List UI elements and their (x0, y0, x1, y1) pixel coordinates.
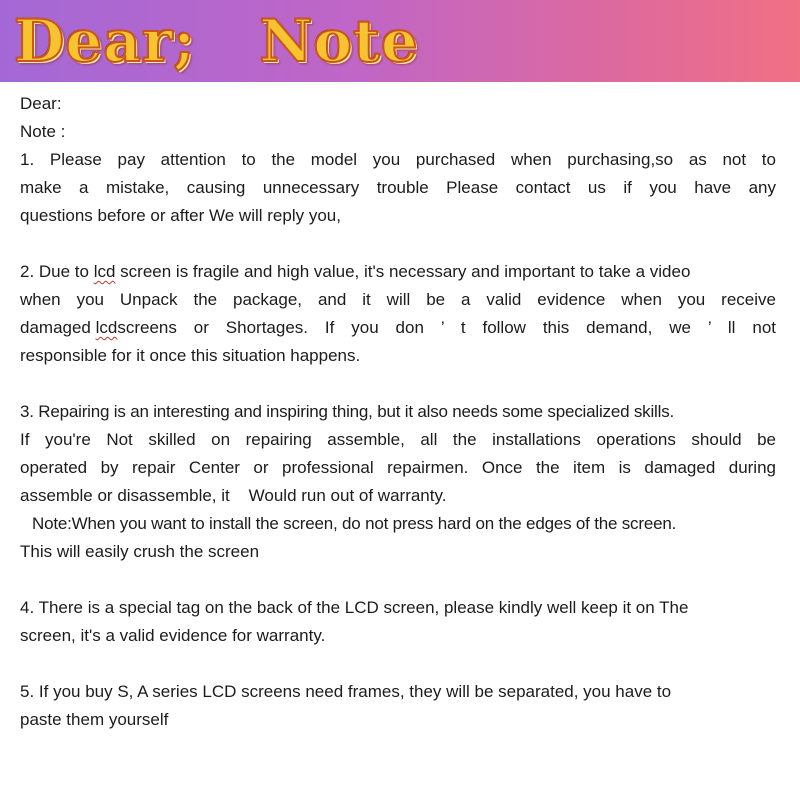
paragraph-line: assemble or disassemble, it Would run out of warranty. (20, 486, 447, 505)
paragraph-line (20, 314, 776, 342)
note-label: Note : (20, 122, 66, 141)
paragraph-spacer (20, 230, 776, 258)
paragraph-line: responsible for it once this situation happens. (20, 346, 361, 365)
paragraph-line: If you're Not skilled on repairing assemble, all the installations operations should be (20, 430, 776, 449)
paragraph-spacer (20, 650, 776, 678)
paragraph-line: operated by repair Center or professional repairmen. Once the item is damaged during (20, 458, 776, 477)
paragraph-line: 4. There is a special tag on the back of the LCD screen, please kindly well keep it on The (20, 598, 689, 617)
paragraph-line: 5. If you buy S, A series LCD screens need frames, they will be separated, you have to (20, 682, 672, 701)
text-run: screens or Shortages. If you don ’ t follow this demand, we ’ ll not (117, 318, 776, 337)
paragraph-line: 3. Repairing is an interesting and inspiring thing, but it also needs some specialized skills. (20, 402, 675, 421)
paragraph-spacer (20, 370, 776, 398)
paragraph-1 (20, 146, 776, 230)
paragraph-2 (20, 258, 776, 370)
paragraph-5 (20, 678, 776, 734)
paragraph-line: screen, it's a valid evidence for warranty. (20, 626, 326, 645)
paragraph-4 (20, 594, 776, 650)
header-banner (0, 0, 800, 82)
paragraph-line: paste them yourself (20, 710, 169, 729)
greeting: Dear: (20, 94, 62, 113)
paragraph-line: questions before or after We will reply you, (20, 206, 341, 225)
text-run: damaged (20, 318, 96, 337)
spellcheck-word: lcd (95, 318, 118, 337)
paragraph-line: Note:When you want to install the screen, do not press hard on the edges of the screen. (32, 514, 677, 533)
paragraph-line: when you Unpack the package, and it will be a valid evidence when you receive (20, 290, 776, 309)
paragraph-line: This will easily crush the screen (20, 542, 260, 561)
spellcheck-word: lcd (93, 262, 116, 281)
text-run: 2. Due to (20, 262, 94, 281)
paragraph-line: make a mistake, causing unnecessary trouble Please contact us if you have any (20, 178, 776, 197)
paragraph-line: 1. Please pay attention to the model you purchased when purchasing,so as not to (20, 150, 776, 169)
paragraph-3 (20, 398, 776, 566)
banner-title: Dear; Note (14, 7, 419, 75)
text-run (20, 314, 117, 342)
text-run: screen is fragile and high value, it's necessary and important to take a video (115, 262, 691, 281)
paragraph-line (20, 258, 776, 286)
paragraph-spacer (20, 566, 776, 594)
notice-body (20, 90, 776, 734)
